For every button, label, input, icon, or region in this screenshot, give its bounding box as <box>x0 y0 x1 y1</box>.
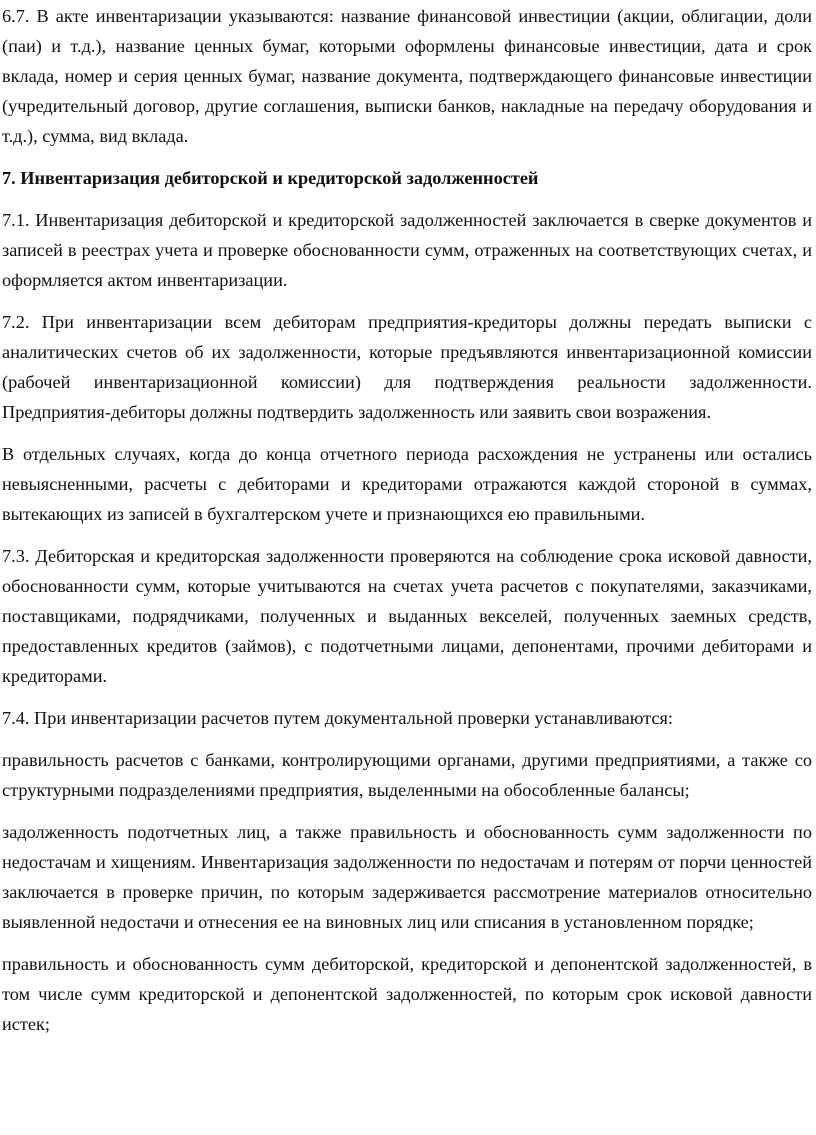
list-item-accountable-persons: задолженность подотчетных лиц, а также правильность и обоснованность сумм задолженности по недостачам и хищениям. Инвентаризация задолженности по недостачам и потерям от порчи ценностей заключается в проверке причин, по которым задерживается рассмотрение материалов относительно выявленной недостачи и отнесения ее на виновных лиц или списания в установленном порядке; <box>2 822 812 932</box>
paragraph-7-1: 7.1. Инвентаризация дебиторской и кредиторской задолженностей заключается в сверке документов и записей в реестрах учета и проверке обоснованности сумм, отраженных на соответствующих счетах, и оформляется актом инвентаризации. <box>2 210 812 290</box>
paragraph-7-2-continuation: В отдельных случаях, когда до конца отчетного периода расхождения не устранены или остались невыясненными, расчеты с дебиторами и кредиторами отражаются каждой стороной в суммах, вытекающих из записей в бухгалтерском учете и признающихся ею правильными. <box>2 444 812 524</box>
list-item-debts-validity: правильность и обоснованность сумм дебиторской, кредиторской и депонентской задолженностей, в том числе сумм кредиторской и депонентской задолженностей, по которым срок исковой давности истек; <box>2 954 812 1034</box>
section-heading-7: 7. Инвентаризация дебиторской и кредиторской задолженностей <box>2 168 539 188</box>
list-item-banks: правильность расчетов с банками, контролирующими органами, другими предприятиями, а также со структурными подразделениями предприятия, выделенными на обособленные балансы; <box>2 750 812 800</box>
paragraph-7-4: 7.4. При инвентаризации расчетов путем документальной проверки устанавливаются: <box>2 708 673 728</box>
paragraph-7-2: 7.2. При инвентаризации всем дебиторам предприятия-кредиторы должны передать выписки с аналитических счетов об их задолженности, которые предъявляются инвентаризационной комиссии (рабочей инвентаризационной комиссии) для подтверждения реальности задолженности. Предприятия-дебиторы должны подтвердить задолженность или заявить свои возражения. <box>2 312 812 422</box>
paragraph-6-7: 6.7. В акте инвентаризации указываются: название финансовой инвестиции (акции, облигации, доли (паи) и т.д.), название ценных бумаг, которыми оформлены финансовые инвестиции, дата и срок вклада, номер и серия ценных бумаг, название документа, подтверждающего финансовые инвестиции (учредительный договор, другие соглашения, выписки банков, накладные на передачу оборудования и т.д.), сумма, вид вклада. <box>2 6 812 146</box>
paragraph-7-3: 7.3. Дебиторская и кредиторская задолженности проверяются на соблюдение срока исковой давности, обоснованности сумм, которые учитываются на счетах учета расчетов с покупателями, заказчиками, поставщиками, подрядчиками, полученных и выданных векселей, полученных заемных средств, предоставленных кредитов (займов), с подотчетными лицами, депонентами, прочими дебиторами и кредиторами. <box>2 546 812 686</box>
